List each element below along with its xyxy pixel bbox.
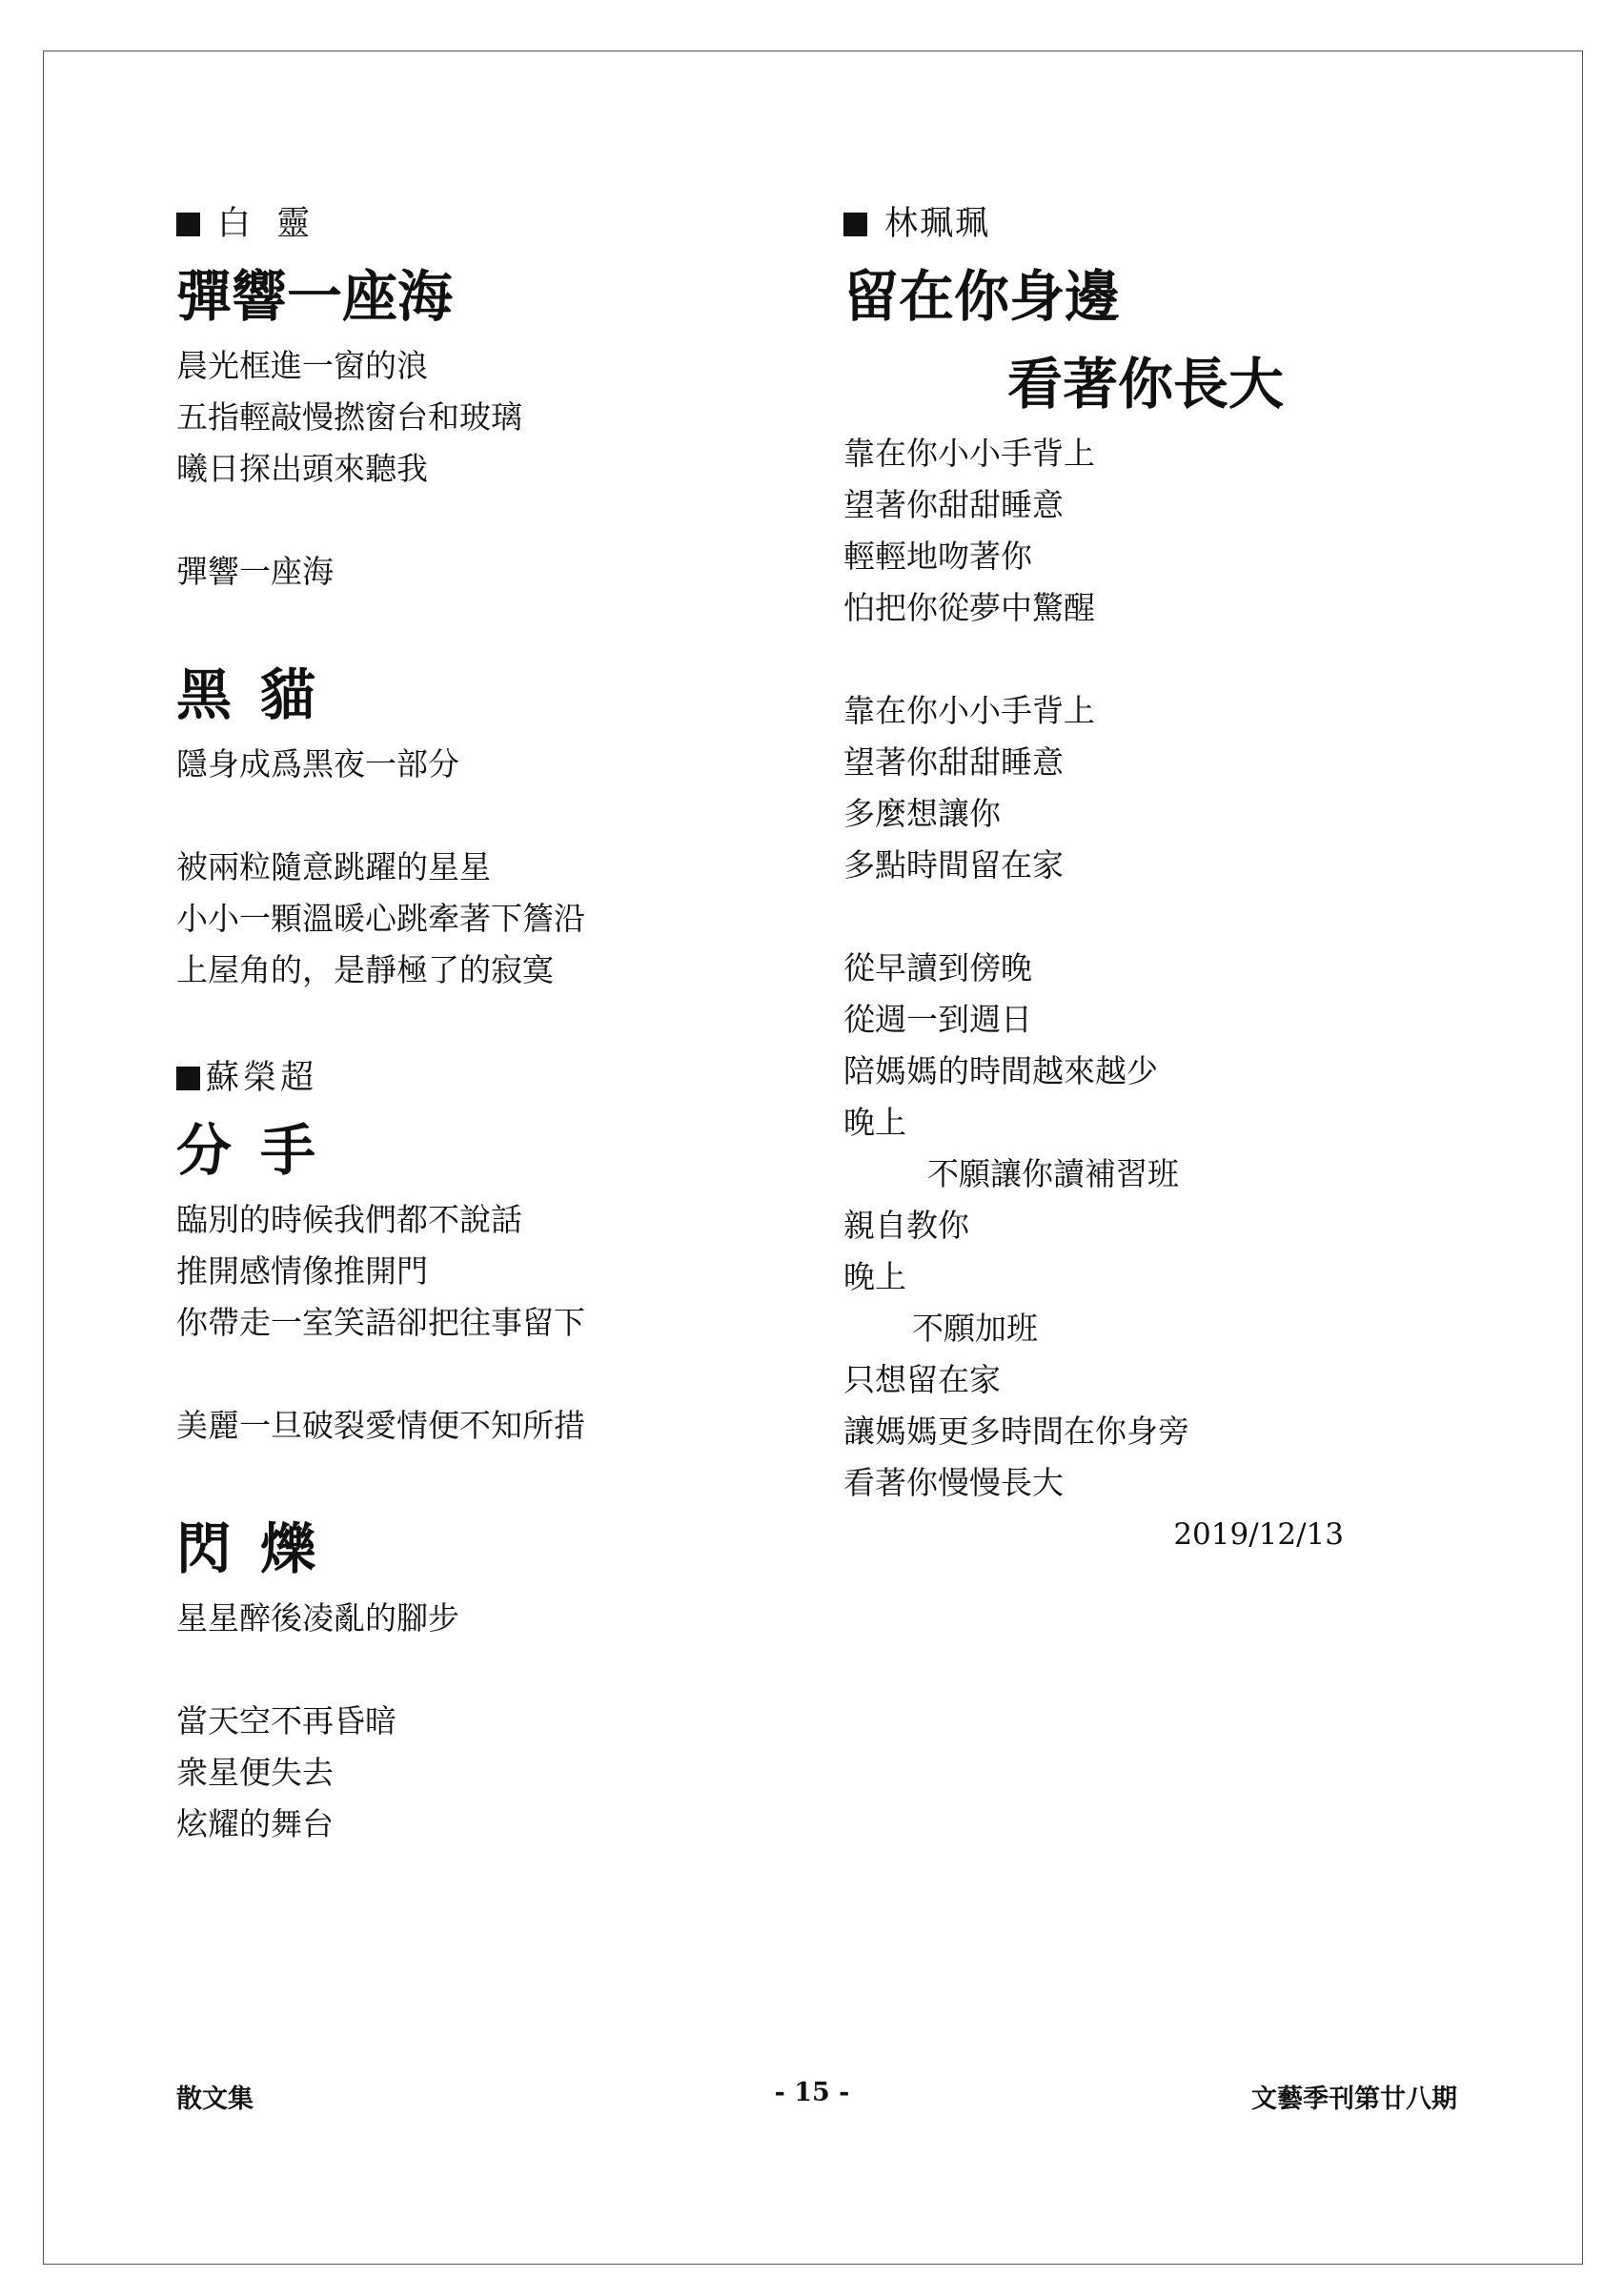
poem-line [176,790,786,842]
author-name: 白 靈 [217,205,318,243]
poem-line: 不願讓你讀補習班 [927,1155,1179,1192]
square-bullet-icon [843,213,867,236]
poem-line: 望著你甜甜睡意 [843,486,1064,523]
square-bullet-icon [176,1067,200,1090]
stanza-gap [176,1452,786,1505]
poem-line: 讓媽媽更多時間在你身旁 [843,1413,1189,1450]
poem-line: 多麼想讓你 [843,795,1001,832]
poem-line: 臨別的時候我們都不說話 [176,1201,522,1238]
author-heading [176,195,786,253]
footer-section-name: 散文集 [176,2084,254,2113]
poem-line [176,495,786,546]
poem-line: 美麗一旦破裂愛情便不知所措 [176,1407,585,1444]
poem-title: 留在你身邊 [843,264,1121,329]
poem-line: 親自教你 [843,1207,969,1244]
author-heading [843,195,1453,253]
poem-line: 當天空不再昏暗 [176,1702,396,1739]
stanza-gap [176,598,786,651]
poem-title-line2: 看著你長大 [1007,352,1285,417]
poem-line: 靠在你小小手背上 [843,435,1095,472]
poem-line: 五指輕敲慢撚窗台和玻璃 [176,398,522,436]
poem-line: 曦日探出頭來聽我 [176,450,428,487]
poem-line: 推開感情像推開門 [176,1252,428,1290]
square-bullet-icon [176,213,200,236]
poem-title: 閃爍 [176,1516,345,1581]
poem-line: 晨光框進一窗的浪 [176,347,428,384]
author-heading [176,1049,786,1107]
poem-line: 只想留在家 [843,1361,1001,1398]
poem-line: 晚上 [843,1258,906,1295]
poem-line: 小小一顆溫暖心跳牽著下簷沿 [176,900,585,937]
poem-line: 靠在你小小手背上 [843,692,1095,729]
poem-line: 衆星便失去 [176,1754,334,1791]
poem-line: 星星醉後凌亂的腳步 [176,1599,459,1637]
author-name: 林珮珮 [884,205,991,243]
poem-line: 被兩粒隨意跳躍的星星 [176,848,491,885]
footer-page-number: - 15 - [774,2078,850,2107]
left-column [176,195,786,1850]
poem-line [843,891,1453,943]
author-name: 蘇榮超 [206,1059,318,1097]
poem-date: 2019/12/13 [1173,1517,1344,1552]
footer-publication-name: 文藝季刊第廿八期 [1251,2084,1457,2113]
poem-line: 輕輕地吻著你 [843,538,1032,575]
poem-line: 望著你甜甜睡意 [843,743,1064,781]
poem-line: 從早讀到傍晚 [843,949,1032,986]
poem-line: 怕把你從夢中驚醒 [843,589,1095,626]
poem-line: 晚上 [843,1104,906,1141]
poem-line: 你帶走一室笑語卻把往事留下 [176,1304,585,1341]
poem-line: 彈響一座海 [176,553,334,590]
right-column [843,195,1453,1560]
poem-line: 不願加班 [912,1310,1038,1347]
poem-title: 黑貓 [176,662,345,727]
poem-title: 分手 [176,1118,345,1183]
poem-title: 彈響一座海 [176,264,454,329]
poem-line: 多點時間留在家 [843,846,1064,884]
poem-line: 隱身成爲黑夜一部分 [176,745,459,783]
poem-line: 炫耀的舞台 [176,1805,334,1842]
poem-line: 看著你慢慢長大 [843,1464,1064,1501]
poem-line [176,1349,786,1400]
poem-line [843,634,1453,685]
poem-line: 陪媽媽的時間越來越少 [843,1052,1158,1089]
poem-line: 上屋角的，是靜極了的寂寞 [176,951,554,988]
poem-line: 從週一到週日 [843,1001,1032,1038]
poem-line [176,1644,786,1696]
stanza-gap [176,996,786,1049]
